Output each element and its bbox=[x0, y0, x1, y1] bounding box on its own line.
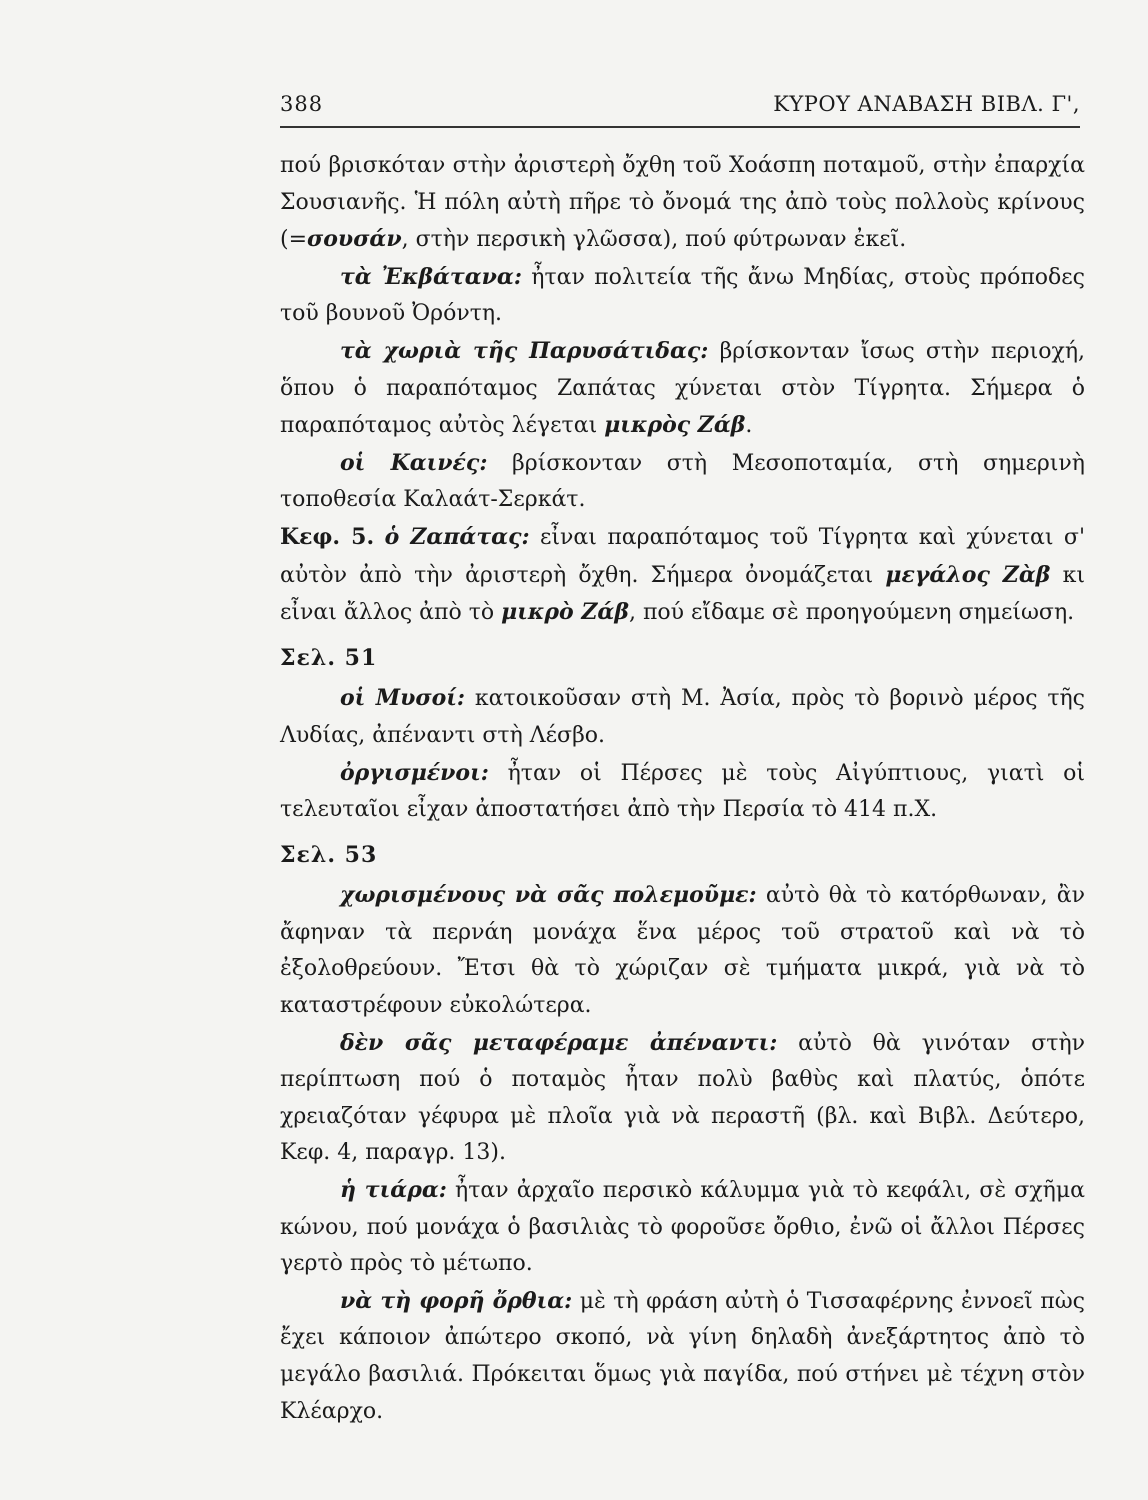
header-rule bbox=[280, 126, 1080, 128]
page-number: 388 bbox=[280, 92, 324, 116]
paragraph: τὰ Ἐκβάτανα: ἦταν πολιτεία τῆς ἄνω Μηδίας, στοὺς πρόποδες τοῦ βουνοῦ Ὀρόντη. bbox=[280, 263, 1085, 327]
term: νὰ τὴ φορῆ ὄρθια: bbox=[340, 1287, 573, 1314]
page-body bbox=[280, 148, 1085, 1430]
emphasis: σουσάν bbox=[307, 226, 402, 253]
section-heading: Σελ. 51 bbox=[280, 644, 378, 671]
paragraph: ὀργισμένοι: ἦταν οἱ Πέρσες μὲ τοὺς Αἰγύπτιους, γιατὶ οἱ τελευταῖοι εἶχαν ἀποστατήσει ἀπὸ τὴν Περσία τὸ 414 π.Χ. bbox=[280, 759, 1085, 823]
term: οἱ Καινές: bbox=[340, 449, 488, 476]
paragraph: οἱ Μυσοί: κατοικοῦσαν στὴ Μ. Ἀσία, πρὸς τὸ βορινὸ μέρος τῆς Λυδίας, ἀπέναντι στὴ Λέσβο. bbox=[280, 685, 1085, 748]
emphasis: μικρὸ Ζάβ bbox=[501, 599, 629, 626]
term: ὁ Ζαπάτας: bbox=[384, 523, 530, 550]
chapter-label: Κεφ. 5. bbox=[280, 523, 375, 550]
emphasis: μεγάλος Ζὰβ bbox=[885, 561, 1051, 588]
emphasis: μικρὸς Ζάβ bbox=[604, 412, 746, 439]
paragraph: τὰ χωριὰ τῆς Παρυσάτιδας: βρίσκονταν ἴσως στὴν περιοχή, ὅπου ὁ παραπόταμος Ζαπάτας χύνεται στὸν Τίγρητα. Σήμερα ὁ παραπόταμος αὐτὸς λέγεται μικρὸς Ζάβ. bbox=[280, 337, 1085, 439]
running-title: ΚΥΡΟΥ ΑΝΑΒΑΣΗ ΒΙΒΛ. Γ', bbox=[773, 92, 1080, 116]
paragraph: Κεφ. 5. ὁ Ζαπάτας: εἶναι παραπόταμος τοῦ Τίγρητα καὶ χύνεται σ' αὐτὸν ἀπὸ τὴν ἀριστερὴ ὄχθη. Σήμερα ὀνομάζεται μεγάλος Ζὰβ κι εἶναι ἄλλος ἀπὸ τὸ μικρὸ Ζάβ, πού εἴδαμε σὲ προηγούμενη σημείωση. bbox=[280, 523, 1086, 626]
term: δὲν σᾶς μεταφέραμε ἀπέναντι: bbox=[340, 1029, 778, 1056]
paragraph: οἱ Καινές: βρίσκονταν στὴ Μεσοποταμία, στὴ σημερινὴ τοποθεσία Καλαάτ-Σερκάτ. bbox=[280, 449, 1085, 513]
term: ἡ τιάρα: bbox=[340, 1177, 447, 1204]
paragraph: πού βρισκόταν στὴν ἀριστερὴ ὄχθη τοῦ Χοάσπη ποταμοῦ, στὴν ἐπαρχία Σουσιανῆς. Ἡ πόλη αὐτὴ πῆρε τὸ ὄνομά της ἀπὸ τοὺς πολλοὺς κρίνους (=σουσάν, στὴν περσικὴ γλῶσσα), πού φύτρωναν ἐκεῖ. bbox=[280, 153, 1085, 253]
paragraph: χωρισμένους νὰ σᾶς πολεμοῦμε: αὐτὸ θὰ τὸ κατόρθωναν, ἂν ἄφηναν τὰ περνάη μονάχα ἕνα μέρος τοῦ στρατοῦ καὶ νὰ τὸ ἐξολοθρεύουν. Ἔτσι θὰ τὸ χώριζαν σὲ τμήματα μικρά, γιὰ νὰ τὸ καταστρέφουν εὐκολώτερα. bbox=[280, 882, 1086, 1019]
term: οἱ Μυσοί: bbox=[340, 685, 466, 712]
paragraph: δὲν σᾶς μεταφέραμε ἀπέναντι: αὐτὸ θὰ γινόταν στὴν περίπτωση πού ὁ ποταμὸς ἦταν πολὺ βαθὺς καὶ πλατύς, ὁπότε χρειαζόταν γέφυρα μὲ πλοῖα γιὰ νὰ περαστῆ (βλ. καὶ Βιβλ. Δεύτερο, Κεφ. 4, παραγρ. 13). bbox=[280, 1029, 1085, 1166]
paragraph: νὰ τὴ φορῆ ὄρθια: μὲ τὴ φράση αὐτὴ ὁ Τισσαφέρνης ἐννοεῖ πὼς ἔχει κάποιον ἀπώτερο σκοπό, νὰ γίνη δηλαδὴ ἀνεξάρτητος ἀπὸ τὸ μεγάλο βασιλιά. Πρόκειται ὅμως γιὰ παγίδα, πού στήνει μὲ τέχνη στὸν Κλέαρχο. bbox=[280, 1287, 1085, 1424]
paragraph: ἡ τιάρα: ἦταν ἀρχαῖο περσικὸ κάλυμμα γιὰ τὸ κεφάλι, σὲ σχῆμα κώνου, πού μονάχα ὁ βασιλιὰς τὸ φοροῦσε ὄρθιο, ἐνῶ οἱ ἄλλοι Πέρσες γερτὸ πρὸς τὸ μέτωπο. bbox=[280, 1177, 1085, 1277]
term: ὀργισμένοι: bbox=[340, 759, 489, 786]
term: τὰ χωριὰ τῆς Παρυσάτιδας: bbox=[340, 337, 709, 364]
term: τὰ Ἐκβάτανα: bbox=[340, 263, 522, 290]
section-heading: Σελ. 53 bbox=[280, 841, 378, 868]
term: χωρισμένους νὰ σᾶς πολεμοῦμε: bbox=[340, 882, 757, 909]
